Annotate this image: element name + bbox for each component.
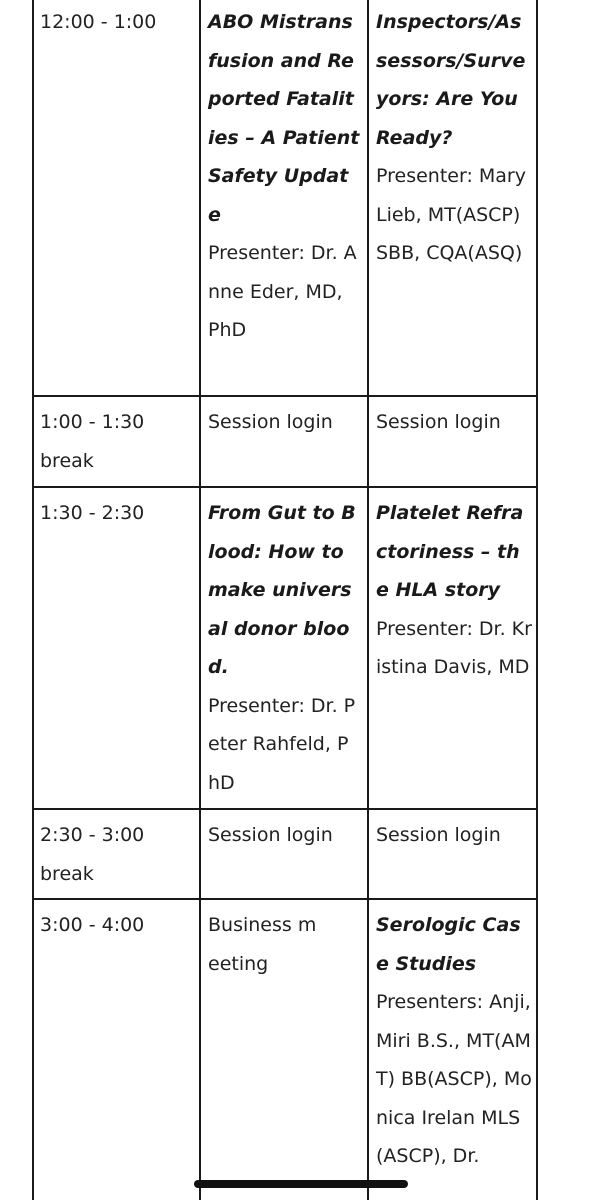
time-slot: 3:00 - 4:00 xyxy=(40,914,145,936)
table-column-divider xyxy=(199,0,201,1200)
time-slot: 1:00 - 1:30 break xyxy=(40,411,145,472)
table-row-divider xyxy=(32,808,538,810)
session-title: From Gut to Blood: How to make universal donor blood. xyxy=(208,502,356,678)
session-cell xyxy=(376,494,532,687)
session-title: Serologic Case Studies xyxy=(376,914,521,975)
presenter-text: Presenter: Mary Lieb, MT(ASCP)SBB, CQA(ASQ) xyxy=(376,165,526,264)
session-cell xyxy=(376,906,532,1176)
time-slot: 12:00 - 1:00 xyxy=(40,11,157,33)
session-cell xyxy=(376,3,532,273)
business-meeting-text: Business meeting xyxy=(208,914,317,975)
session-login-text: Session login xyxy=(376,411,501,433)
session-cell xyxy=(208,3,360,350)
table-border-left xyxy=(32,0,34,1200)
session-login-text: Session login xyxy=(208,824,333,846)
table-row-divider xyxy=(32,898,538,900)
table-border-right xyxy=(536,0,538,1200)
session-login-text: Session login xyxy=(208,411,333,433)
presenter-text: Presenter: Dr. Anne Eder, MD, PhD xyxy=(208,242,357,341)
session-cell xyxy=(208,494,360,802)
session-login-text: Session login xyxy=(376,824,501,846)
time-slot: 2:30 - 3:00 break xyxy=(40,824,145,885)
session-title: Platelet Refractoriness – the HLA story xyxy=(376,502,524,601)
table-row-divider xyxy=(32,395,538,397)
table-column-divider xyxy=(367,0,369,1200)
presenter-text: Presenters: Anji, Miri B.S., MT(AMT) BB(ASCP), Monica Irelan MLS(ASCP), Dr. xyxy=(376,991,532,1167)
session-title: ABO Mistransfusion and Reported Fatalities – A Patient Safety Update xyxy=(208,11,360,226)
presenter-text: Presenter: Dr. Kristina Davis, MD xyxy=(376,617,532,678)
table-row-divider xyxy=(32,486,538,488)
presenter-text: Presenter: Dr. Peter Rahfeld, PhD xyxy=(208,694,356,794)
session-title: Inspectors/Assessors/Surveyors: Are You Ready? xyxy=(376,11,526,149)
time-slot: 1:30 - 2:30 xyxy=(40,502,145,524)
home-indicator-bar[interactable] xyxy=(194,1180,408,1188)
